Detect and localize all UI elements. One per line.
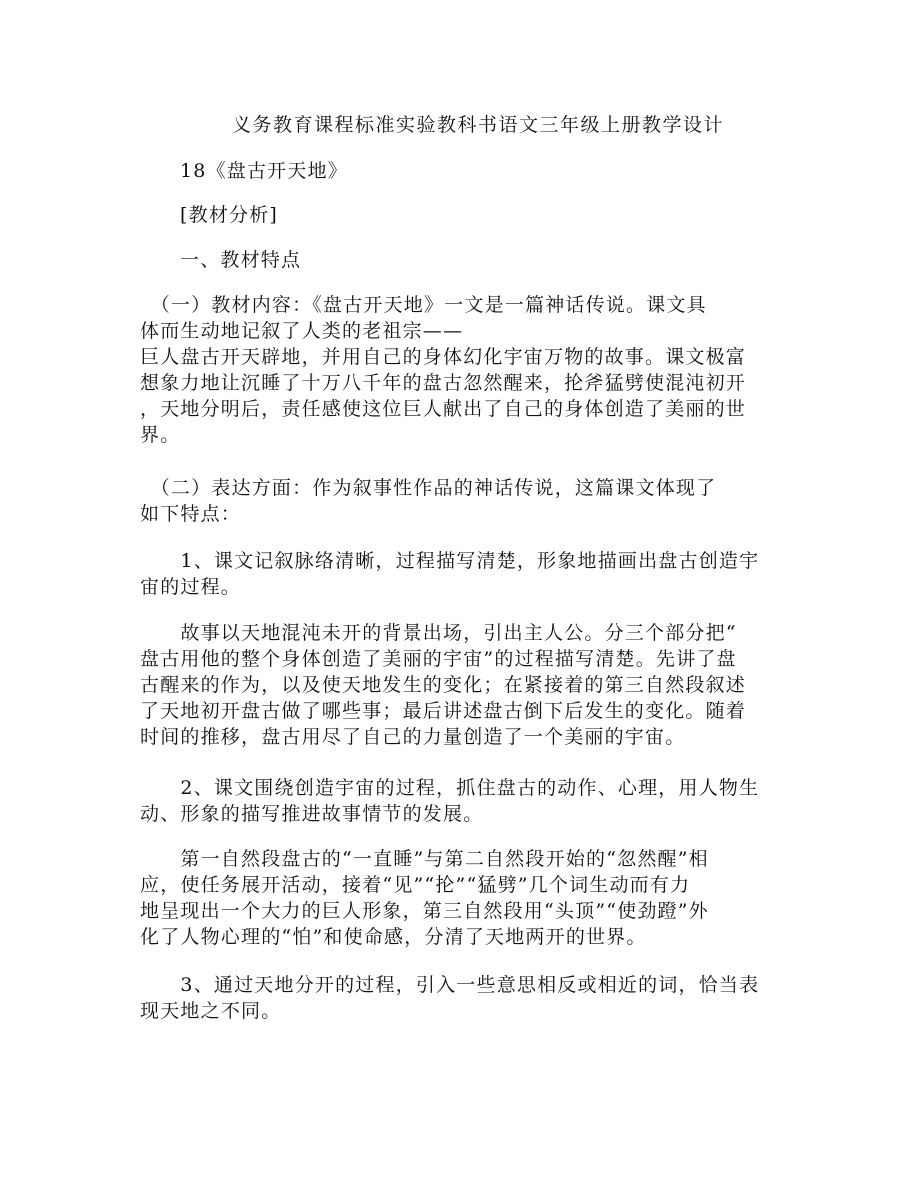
paragraph-line: 界。 [140,424,181,446]
subheading: 一、教材特点 [180,249,302,271]
paragraph-line: 地呈现出一个大力的巨人形象，第三自然段用“头顶”“使劲蹬”外 [140,900,709,922]
paragraph-line: 3、通过天地分开的过程，引入一些意思相反或相近的词，恰当表 [140,974,760,996]
document-title: 义务教育课程标准实验教科书语文三年级上册教学设计 [232,114,725,136]
paragraph-line: ，天地分明后，责任感使这位巨人献出了自己的身体创造了美丽的世 [140,398,747,420]
lesson-title: 18《盘古开天地》 [180,160,348,182]
paragraph-line: 2、课文围绕创造宇宙的过程，抓住盘古的动作、心理，用人物生 [140,777,760,799]
section-heading: [教材分析] [180,204,279,226]
paragraph-line: （一）教材内容：《盘古开天地》一文是一篇神话传说。课文具 [140,294,707,316]
paragraph-line: 1、课文记叙脉络清晰，过程描写清楚，形象地描画出盘古创造宇 [140,550,760,572]
paragraph-line: 第一自然段盘古的“一直睡”与第二自然段开始的“忽然醒”相 [140,848,709,870]
paragraph-line: 盘古用他的整个身体创造了美丽的宇宙”的过程描写清楚。先讲了盘 [140,648,737,670]
paragraph-line: 巨人盘古开天辟地，并用自己的身体幻化宇宙万物的故事。课文极富 [140,346,747,368]
paragraph-line: 如下特点： [140,503,242,525]
paragraph-line: 体而生动地记叙了人类的老祖宗—— [140,320,464,342]
paragraph-line: 故事以天地混沌未开的背景出场，引出主人公。分三个部分把“ [140,622,737,644]
paragraph-line: 动、形象的描写推进故事情节的发展。 [140,803,484,825]
paragraph-line: 古醒来的作为，以及使天地发生的变化；在紧接着的第三自然段叙述 [140,674,747,696]
paragraph-line: 了天地初开盘古做了哪些事；最后讲述盘古倒下后发生的变化。随着 [140,700,747,722]
paragraph-line: 宙的过程。 [140,576,242,598]
paragraph-line: 想象力地让沉睡了十万八千年的盘古忽然醒来，抡斧猛劈使混沌初开 [140,372,747,394]
paragraph-line: （二）表达方面：作为叙事性作品的神话传说，这篇课文体现了 [140,477,717,499]
paragraph-line: 应，使任务展开活动，接着“见”“抡”“猛劈”几个词生动而有力 [140,874,691,896]
paragraph-line: 现天地之不同。 [140,1000,282,1022]
paragraph-line: 时间的推移，盘古用尽了自己的力量创造了一个美丽的宇宙。 [140,726,686,748]
paragraph-line: 化了人物心理的“怕”和使命感，分清了天地两开的世界。 [140,926,647,948]
